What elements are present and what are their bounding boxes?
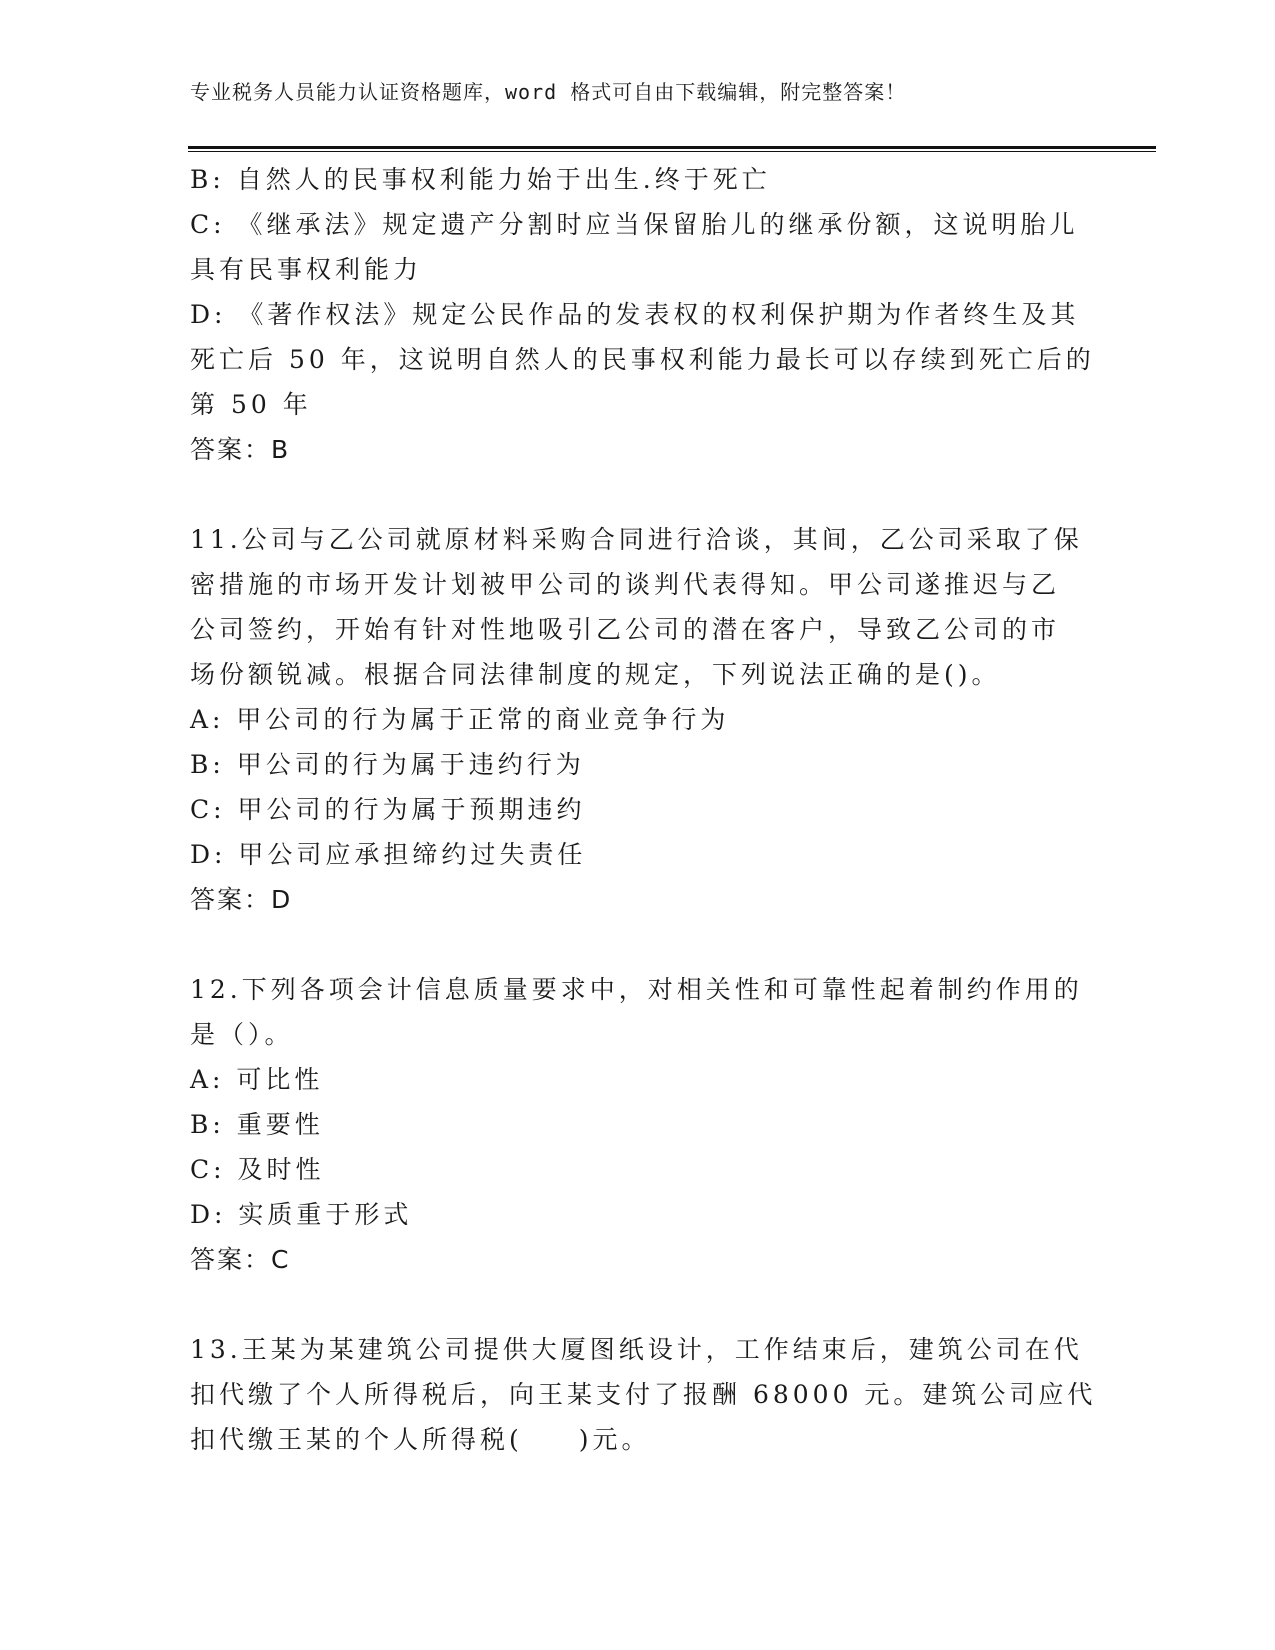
q11-option-a: A: 甲公司的行为属于正常的商业竞争行为 bbox=[190, 705, 730, 734]
q13-stem-line3-prefix: 扣代缴王某的个人所得税( bbox=[190, 1425, 523, 1454]
q10-option-d-line3: 第 50 年 bbox=[190, 390, 312, 419]
q11-option-d: D: 甲公司应承担缔约过失责任 bbox=[190, 840, 587, 869]
q13-stem-line1: 13.王某为某建筑公司提供大厦图纸设计，工作结束后，建筑公司在代 bbox=[190, 1335, 1083, 1364]
q10-option-c-line2: 具有民事权利能力 bbox=[190, 255, 423, 284]
q11-answer: 答案：D bbox=[190, 885, 293, 914]
spacer bbox=[190, 472, 1090, 517]
q12-stem-line1: 12.下列各项会计信息质量要求中，对相关性和可靠性起着制约作用的 bbox=[190, 975, 1083, 1004]
page-header: 专业税务人员能力认证资格题库，word 格式可自由下载编辑，附完整答案！ bbox=[190, 80, 907, 104]
q11-stem-line4: 场份额锐减。根据合同法律制度的规定，下列说法正确的是()。 bbox=[190, 660, 1001, 689]
q11-stem-line2: 密措施的市场开发计划被甲公司的谈判代表得知。甲公司遂推迟与乙 bbox=[190, 570, 1061, 599]
q10-option-b: B: 自然人的民事权利能力始于出生.终于死亡 bbox=[190, 165, 771, 194]
q13-stem-line3-suffix: )元。 bbox=[578, 1425, 651, 1454]
spacer bbox=[190, 922, 1090, 967]
q11-option-c: C: 甲公司的行为属于预期违约 bbox=[190, 795, 586, 824]
q12-answer: 答案：C bbox=[190, 1245, 291, 1274]
spacer bbox=[190, 1282, 1090, 1327]
q12-stem-line2: 是（）。 bbox=[190, 1020, 294, 1049]
q12-option-d: D: 实质重于形式 bbox=[190, 1200, 413, 1229]
q12-option-b: B: 重要性 bbox=[190, 1110, 324, 1139]
q13-stem-line2: 扣代缴了个人所得税后，向王某支付了报酬 68000 元。建筑公司应代 bbox=[190, 1380, 1097, 1409]
q13-stem-line3 bbox=[190, 1417, 1090, 1462]
q12-option-a: A: 可比性 bbox=[190, 1065, 324, 1094]
header-rule-thin bbox=[188, 151, 1156, 152]
question-content bbox=[190, 157, 1097, 1462]
q11-stem-line1: 11.公司与乙公司就原材料采购合同进行洽谈，其间，乙公司采取了保 bbox=[190, 525, 1083, 554]
q10-answer: 答案：B bbox=[190, 435, 291, 464]
q12-option-c: C: 及时性 bbox=[190, 1155, 325, 1184]
q11-option-b: B: 甲公司的行为属于违约行为 bbox=[190, 750, 585, 779]
q11-stem-line3: 公司签约，开始有针对性地吸引乙公司的潜在客户，导致乙公司的市 bbox=[190, 615, 1061, 644]
q10-option-d-line1: D: 《著作权法》规定公民作品的发表权的权利保护期为作者终生及其 bbox=[190, 300, 1080, 329]
q10-option-d-line2: 死亡后 50 年，这说明自然人的民事权利能力最长可以存续到死亡后的 bbox=[190, 345, 1095, 374]
q10-option-c-line1: C: 《继承法》规定遗产分割时应当保留胎儿的继承份额，这说明胎儿 bbox=[190, 210, 1079, 239]
header-rule-thick bbox=[188, 146, 1156, 149]
